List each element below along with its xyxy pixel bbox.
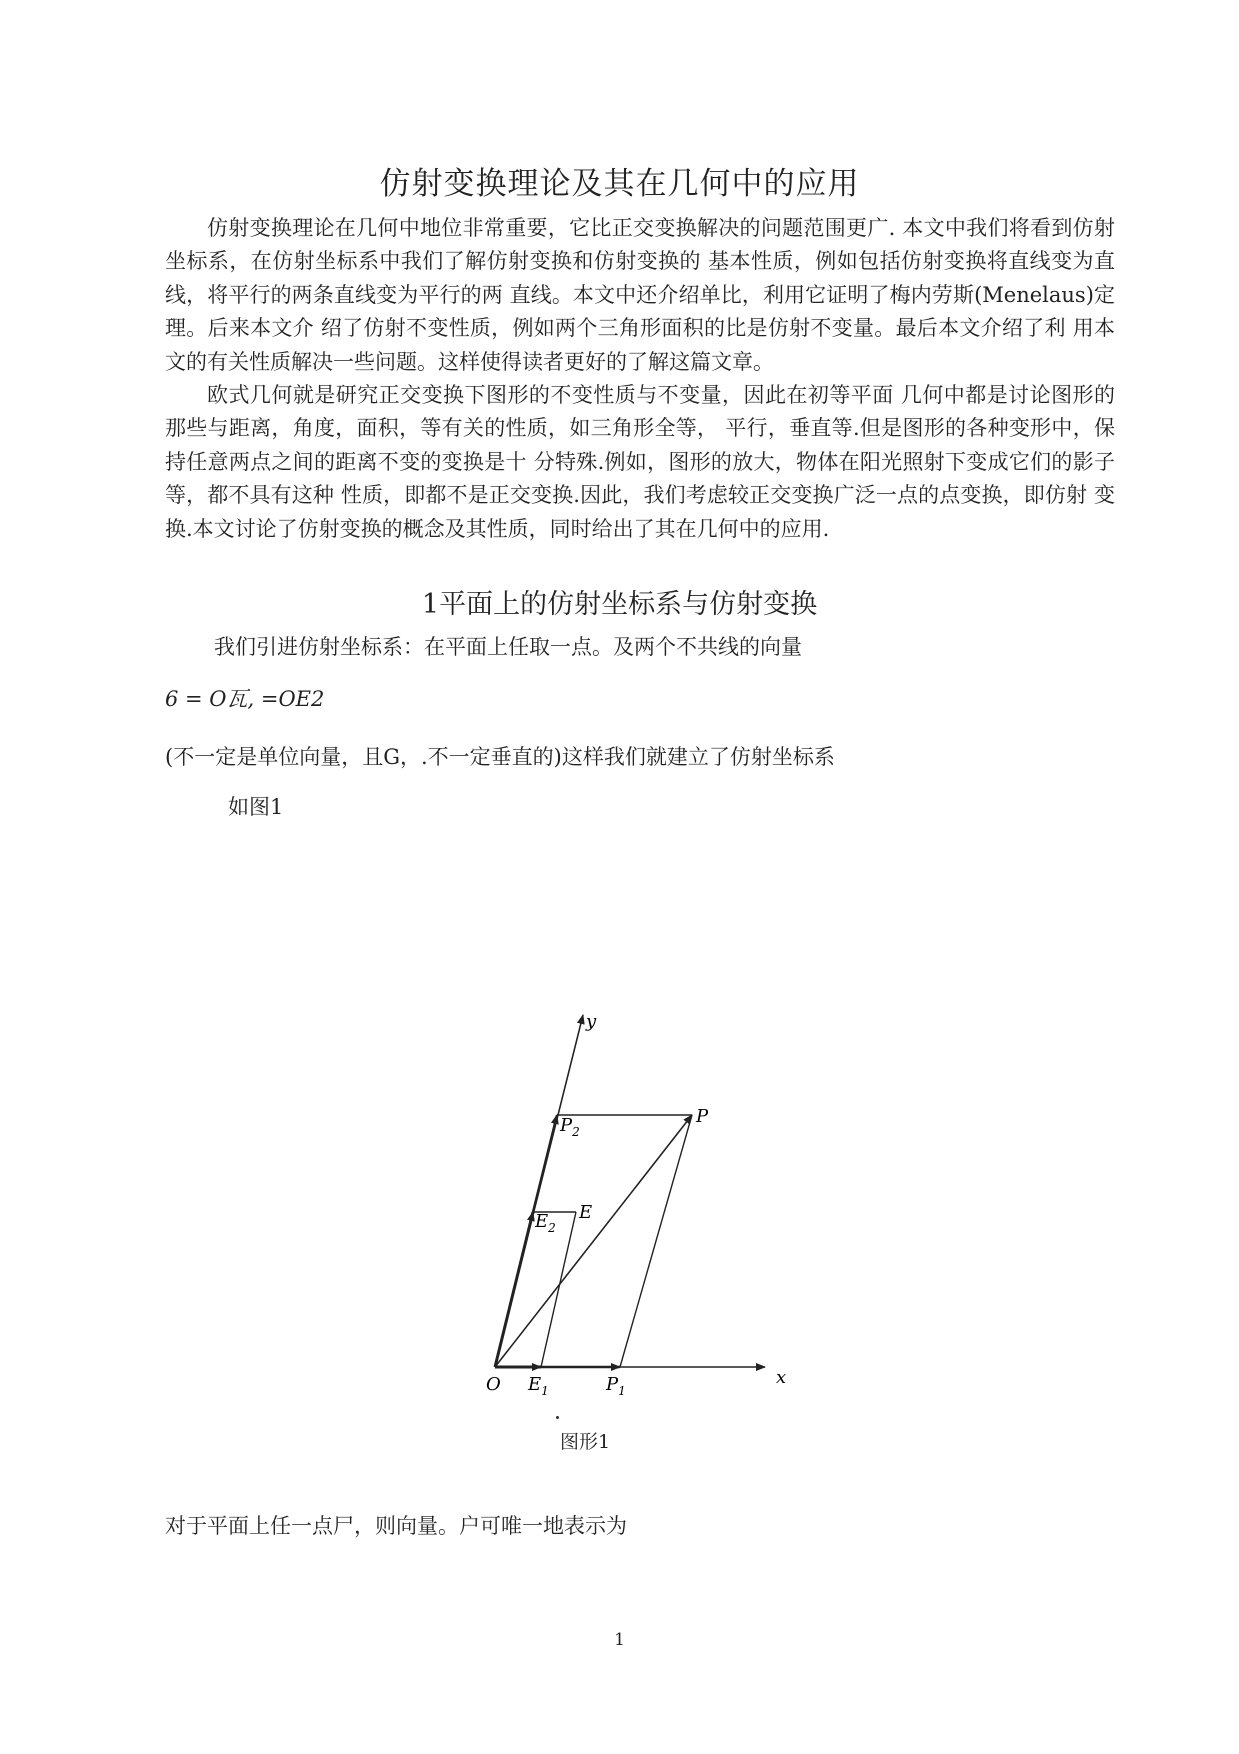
label-e2	[534, 1211, 556, 1235]
label-p1-sub: 1	[618, 1384, 626, 1398]
page-number: 1	[614, 1630, 625, 1650]
affine-coordinate-figure	[480, 1005, 800, 1415]
label-p1	[605, 1374, 626, 1398]
label-p2-sub: 2	[572, 1125, 580, 1139]
label-p1-main: P	[606, 1374, 619, 1395]
label-p2-main: P	[560, 1115, 573, 1136]
figure-caption: 图形1	[560, 1431, 611, 1453]
label-e1-main: E	[528, 1374, 542, 1395]
label-o: O	[486, 1374, 501, 1395]
label-x: x	[776, 1367, 787, 1388]
caption-dot	[556, 1416, 559, 1419]
note-line: (不一定是单位向量，且G，.不一定垂直的)这样我们就建立了仿射坐标系	[165, 745, 835, 769]
abstract-paragraph: 仿射变换理论在几何中地位非常重要，它比正交变换解决的问题范围更广. 本文中我们将看到仿射坐标系，在仿射坐标系中我们了解仿射变换和仿射变换的 基本性质，例如包括仿射变换将直线变为直线，将平行的两条直线变为平行的两 直线。本文中还介绍单比，利用它证明了梅内劳斯(Menelaus)定理。后来本文介 绍了仿射不变性质，例如两个三角形面积的比是仿射不变量。最后本文介绍了利 用本文的有关性质解决一些问题。这样使得读者更好的了解这篇文章。	[165, 216, 1115, 374]
paper-title: 仿射变换理论及其在几何中的应用	[379, 166, 860, 202]
vector-p2	[533, 1115, 557, 1212]
intro-paragraph: 欧式几何就是研究正交变换下图形的不变性质与不变量，因此在初等平面 几何中都是讨论图形的那些与距离，角度，面积，等有关的性质，如三角形全等， 平行，垂直等.但是图形的各种变形中，保持任意两点之间的距离不变的变换是十 分特殊.例如，图形的放大，物体在阳光照射下变成它们的影子等，都不具有这种 性质，即都不是正交变换.因此，我们考虑较正交变换广泛一点的点变换，即仿射 变换.本文讨论了仿射变换的概念及其性质，同时给出了其在几何中的应用.	[165, 383, 1115, 541]
after-figure-line: 对于平面上任一点尸，则向量。户可唯一地表示为	[165, 1514, 627, 1538]
intro-line: 我们引进仿射坐标系：在平面上任取一点。及两个不共线的向量	[214, 635, 802, 659]
label-e1	[527, 1374, 549, 1398]
label-p: P	[696, 1106, 709, 1127]
figure-reference: 如图1	[228, 795, 284, 819]
label-y: y	[586, 1011, 597, 1032]
label-e2-main: E	[535, 1211, 549, 1232]
formula-line: 6 = O瓦, =OE2	[165, 687, 325, 711]
section-heading: 1平面上的仿射坐标系与仿射变换	[421, 589, 818, 620]
label-p2	[559, 1115, 580, 1139]
line-p1-p	[620, 1115, 692, 1367]
line-e1-e	[541, 1212, 576, 1367]
label-e1-sub: 1	[541, 1384, 549, 1398]
label-e2-sub: 2	[548, 1221, 556, 1235]
label-e: E	[579, 1202, 593, 1223]
